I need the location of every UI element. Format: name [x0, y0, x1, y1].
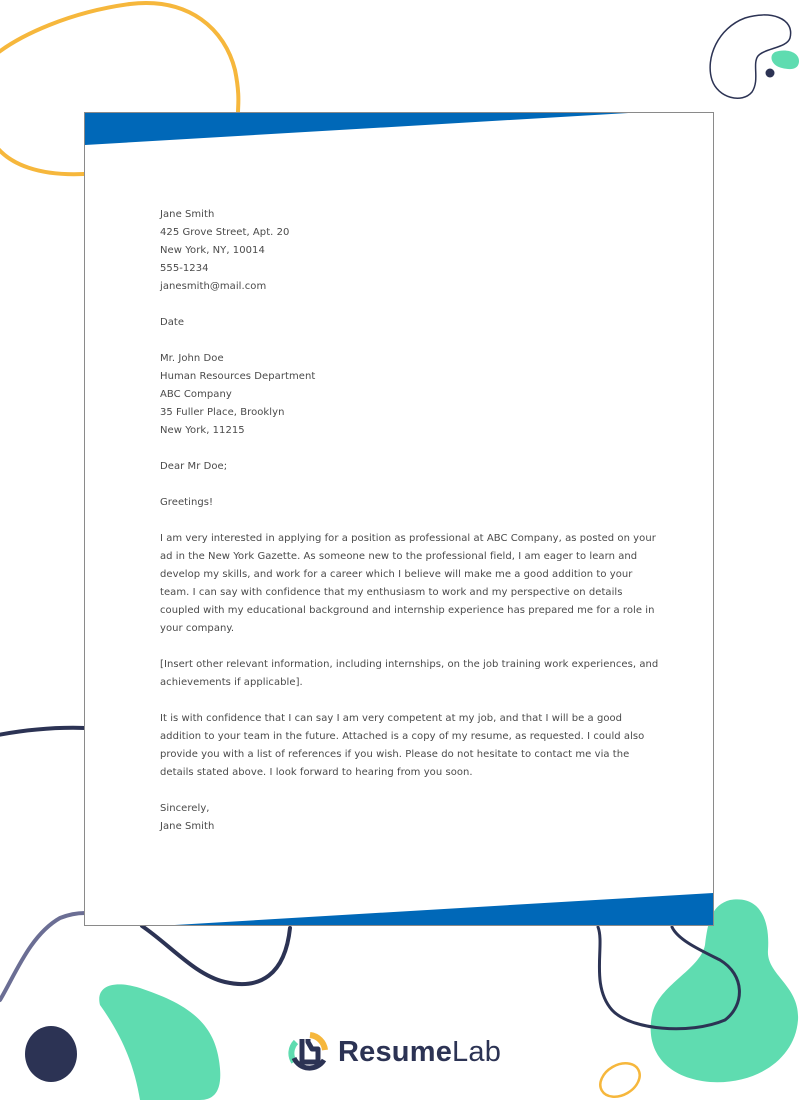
recipient-street: 35 Fuller Place, Brooklyn [160, 407, 285, 418]
navy-squiggle-bottom [142, 926, 290, 984]
closing: Sincerely, [160, 803, 210, 814]
body-paragraph-1: I am very interested in applying for a position as professional at ABC Company, as posted on your ad in the New York Gazette. As someone new to the professional field, I am eager to learn and develop my skills, and work for a career which I believe will make me a good addition to your team. I can say with confidence that my enthusiasm to work and my perspective on details coupled with my educational background and internship experience has prepared me for a role in your company. [160, 533, 656, 634]
navy-dot-left [25, 1026, 77, 1082]
navy-outline-blob [710, 15, 791, 98]
orange-ring-small [594, 1057, 645, 1100]
bottom-blue-band [85, 891, 713, 925]
mint-blob-left [99, 984, 220, 1100]
resumelab-logo-icon [288, 1032, 328, 1072]
body-paragraph-3: It is with confidence that I can say I am very competent at my job, and that I will be a good addition to your team in the future. Attached is a copy of my resume, as requested. I could also provide you with a list of references if you wish. Please do not hesitate to contact me via the details stated above. I look forward to hearing from you soon. [160, 713, 645, 778]
top-blue-band [85, 113, 713, 147]
navy-small-dot [766, 69, 775, 78]
sender-name: Jane Smith [160, 209, 215, 220]
navy-line-left [0, 728, 85, 735]
mint-small-blob [771, 50, 799, 69]
navy-squiggle-left [0, 913, 85, 1000]
mint-blob-right [651, 899, 798, 1082]
recipient-department: Human Resources Department [160, 371, 316, 382]
sender-email: janesmith@mail.com [160, 281, 267, 292]
greeting: Greetings! [160, 497, 214, 508]
sender-city: New York, NY, 10014 [160, 245, 265, 256]
sender-phone: 555-1234 [160, 263, 209, 274]
navy-loop-right [598, 927, 739, 1029]
recipient-city: New York, 11215 [160, 425, 245, 436]
resumelab-logo [288, 1030, 501, 1074]
cover-letter-page [84, 112, 714, 926]
signature: Jane Smith [160, 821, 215, 832]
recipient-company: ABC Company [160, 389, 232, 400]
resumelab-wordmark [338, 1036, 501, 1069]
sender-street: 425 Grove Street, Apt. 20 [160, 227, 290, 238]
wordmark-lab: Lab [452, 1035, 502, 1068]
recipient-name: Mr. John Doe [160, 353, 224, 364]
salutation: Dear Mr Doe; [160, 461, 228, 472]
body-paragraph-2: [Insert other relevant information, including internships, on the job training work experiences, and achievements if applicable]. [160, 659, 659, 688]
letter-date: Date [160, 317, 185, 328]
letter-body [160, 206, 660, 836]
wordmark-resume: Resume [338, 1035, 453, 1068]
